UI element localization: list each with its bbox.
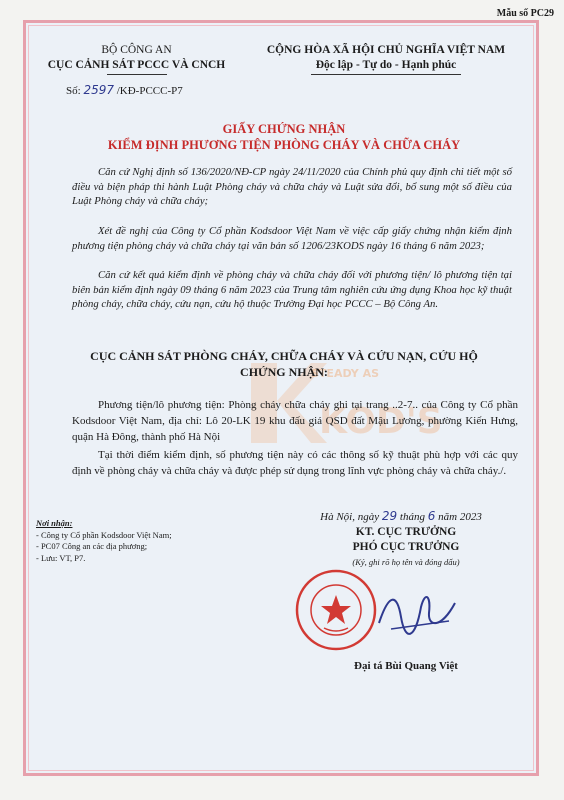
recipient-item: - Công ty Cổ phần Kodsdoor Việt Nam; [36, 529, 172, 540]
issuer-name: CỤC CẢNH SÁT PHÒNG CHÁY, CHỮA CHÁY VÀ CỨU NẠN, CỨU HỘ [90, 349, 478, 363]
motto: Độc lập - Tự do - Hạnh phúc [315, 59, 457, 71]
watermark-tagline: STEADY AS [311, 367, 380, 380]
department-name: CỤC CẢNH SÁT PCCC VÀ CNCH [47, 59, 226, 71]
recipients-list [36, 518, 172, 564]
handwritten-signature [371, 583, 461, 643]
preamble-paragraph: Căn cứ kết quả kiểm định về phòng cháy và chữa cháy đối với phương tiện/ lô phương tiện tại biên bản kiểm định ngày 09 tháng 6 năm 2023 của Trung tâm nghiên cứu ứng dụng Khoa học kỹ thuật phòng cháy, chữa cháy, cứu nạn, cứu hộ thuộc Trường Đại học PCCC – Bộ Công An. [72, 269, 512, 311]
date-year: năm 2023 [438, 511, 482, 523]
number-suffix: /KĐ-PCCC-P7 [116, 85, 183, 97]
divider [107, 74, 167, 75]
watermark-brand: KOD'S [319, 401, 443, 442]
signer-name: Đại tá Bùi Quang Việt [354, 660, 458, 672]
certifies-heading: CHỨNG NHẬN: [240, 365, 328, 379]
official-seal-stamp [294, 568, 378, 652]
issuing-authority-header [34, 43, 239, 75]
divider [311, 74, 461, 75]
document-subtitle: KIỂM ĐỊNH PHƯƠNG TIỆN PHÒNG CHÁY VÀ CHỮA CHÁY [107, 138, 461, 152]
document-number [66, 83, 183, 97]
date-month-label: tháng [399, 511, 425, 523]
certificate-paper [23, 20, 539, 776]
ministry-name: BỘ CÔNG AN [101, 44, 172, 56]
certified-product-paragraph: Phương tiện/lô phương tiện: Phòng cháy chữa cháy ghi tại trang ..2-7.. của Công ty Cổ phần Kodsdoor Việt Nam, địa chỉ: Lô 20-LK 19 khu đấu giá QSD đất Mậu Lương, phường Kiến Hưng, quận Hà Đông, thành phố Hà Nội [72, 399, 518, 443]
compliance-paragraph: Tại thời điểm kiểm định, số phương tiện này có các thông số kỹ thuật phù hợp với các quy định về phòng cháy và chữa cháy và được phép sử dụng trong lĩnh vực phòng cháy và chữa cháy./. [72, 449, 518, 477]
national-header [241, 43, 531, 75]
preamble-paragraph: Xét đề nghị của Công ty Cổ phần Kodsdoor Việt Nam về việc cấp giấy chứng nhận kiểm định phương tiện phòng cháy và chữa cháy tại văn bản số 1206/23KODS ngày 16 tháng 6 năm 2023; [72, 225, 512, 252]
signature-note: (Ký, ghi rõ họ tên và đóng dấu) [352, 557, 460, 567]
date-place: Hà Nội, ngày [320, 511, 380, 523]
form-code: Mẫu số PC29 [496, 8, 554, 19]
recipients-heading: Nơi nhận: [36, 518, 73, 528]
country-name: CỘNG HÒA XÃ HỘI CHỦ NGHĨA VIỆT NAM [266, 44, 506, 56]
recipient-item: - PC07 Công an các địa phương; [36, 541, 148, 551]
number-handwritten: 2597 [83, 83, 114, 97]
date-month: 6 [427, 509, 436, 523]
preamble-paragraph: Căn cứ Nghị định số 136/2020/NĐ-CP ngày 24/11/2020 của Chính phủ quy định chi tiết một số điều và biện pháp thi hành Luật Phòng cháy và chữa cháy và Luật sửa đổi, bổ sung một số điều của Luật Phòng cháy và chữa cháy; [72, 166, 512, 208]
signatory-title: KT. CỤC TRƯỞNG [355, 526, 457, 538]
date-day: 29 [381, 509, 398, 523]
issue-date [281, 509, 521, 523]
number-prefix: Số: [66, 85, 81, 97]
recipient-item: - Lưu: VT, P7. [36, 552, 86, 563]
document-title: GIẤY CHỨNG NHẬN [222, 122, 346, 136]
signatory-position: PHÓ CỤC TRƯỞNG [352, 541, 460, 553]
